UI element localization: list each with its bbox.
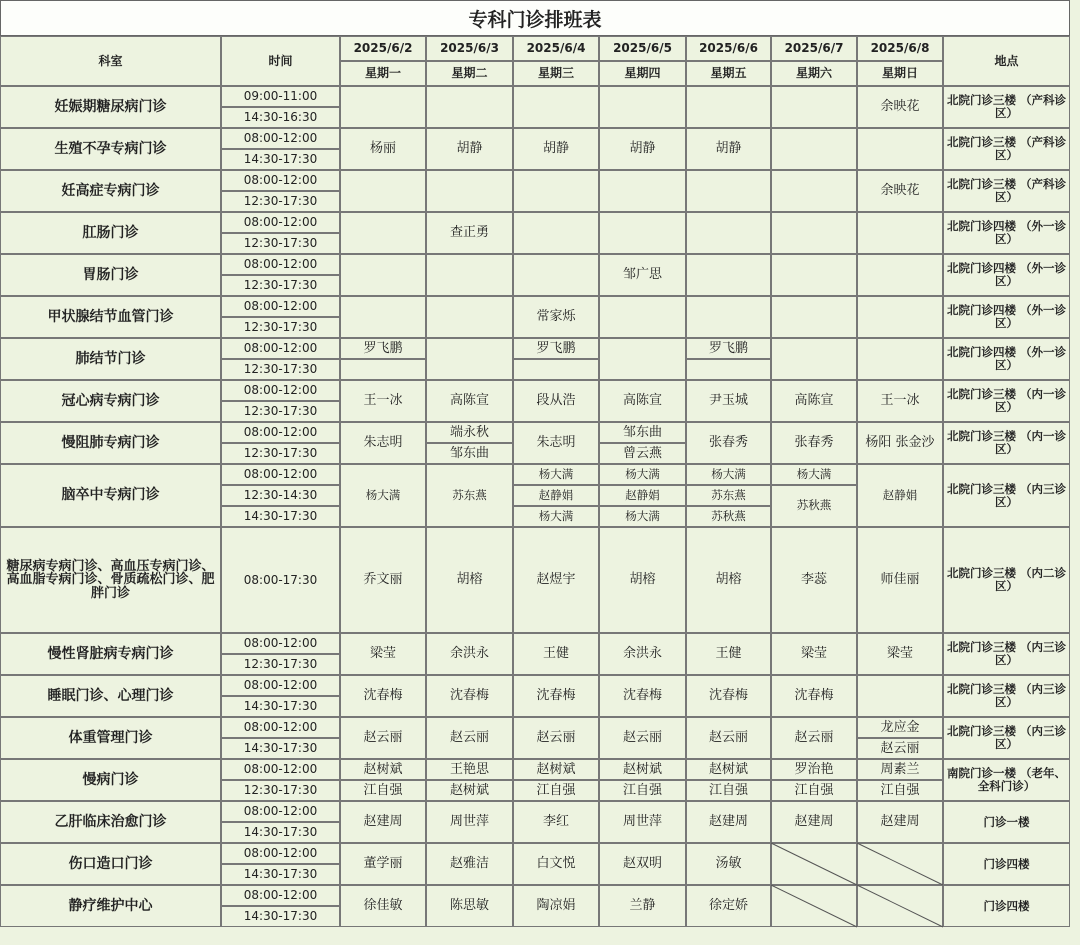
doctor-cell — [771, 843, 857, 885]
time-slot: 14:30-17:30 — [221, 506, 340, 527]
doctor-cell: 赵双明 — [599, 843, 686, 885]
doctor-cell — [340, 254, 426, 296]
header-weekday: 星期六 — [771, 61, 857, 86]
doctor-cell: 沈春梅 — [599, 675, 686, 717]
doctor-cell — [771, 885, 857, 927]
doctor-cell: 余映花 — [857, 86, 943, 128]
location-cell: 门诊四楼 — [943, 843, 1070, 885]
doctor-cell: 尹玉城 — [686, 380, 771, 422]
doctor-cell — [771, 212, 857, 254]
doctor-cell — [340, 212, 426, 254]
doctor-cell: 江自强 — [340, 780, 426, 801]
doctor-cell: 梁莹 — [771, 633, 857, 675]
doctor-cell — [857, 128, 943, 170]
doctor-cell: 高陈宣 — [771, 380, 857, 422]
doctor-cell: 张春秀 — [686, 422, 771, 464]
doctor-cell — [686, 170, 771, 212]
time-slot: 08:00-12:00 — [221, 296, 340, 317]
header-date: 2025/6/3 — [426, 36, 513, 61]
dept-name: 脑卒中专病门诊 — [0, 464, 221, 527]
doctor-cell: 邹广思 — [599, 254, 686, 296]
time-slot: 09:00-11:00 — [221, 86, 340, 107]
doctor-cell: 胡静 — [686, 128, 771, 170]
location-cell: 北院门诊四楼 （外一诊区） — [943, 212, 1070, 254]
doctor-cell — [771, 128, 857, 170]
doctor-cell: 汤敏 — [686, 843, 771, 885]
doctor-cell: 王健 — [686, 633, 771, 675]
header-time: 时间 — [221, 36, 340, 86]
dept-name: 慢性肾脏病专病门诊 — [0, 633, 221, 675]
doctor-cell: 赵树斌 — [426, 780, 513, 801]
time-slot: 08:00-12:00 — [221, 464, 340, 485]
doctor-cell — [771, 170, 857, 212]
doctor-cell: 陶凉娟 — [513, 885, 599, 927]
time-slot: 08:00-12:00 — [221, 128, 340, 149]
header-dept: 科室 — [0, 36, 221, 86]
location-cell: 北院门诊三楼 （内三诊区） — [943, 464, 1070, 527]
dept-name: 生殖不孕专病门诊 — [0, 128, 221, 170]
doctor-cell: 杨大满 — [771, 464, 857, 485]
time-slot: 08:00-12:00 — [221, 380, 340, 401]
doctor-cell: 董学丽 — [340, 843, 426, 885]
doctor-cell: 邹东曲 — [426, 443, 513, 464]
doctor-cell — [857, 254, 943, 296]
time-slot: 12:30-17:30 — [221, 654, 340, 675]
doctor-cell — [513, 86, 599, 128]
doctor-cell — [857, 885, 943, 927]
doctor-cell — [513, 359, 599, 380]
time-slot: 12:30-17:30 — [221, 401, 340, 422]
doctor-cell: 苏东燕 — [686, 485, 771, 506]
dept-name: 体重管理门诊 — [0, 717, 221, 759]
doctor-cell: 江自强 — [771, 780, 857, 801]
time-slot: 08:00-12:00 — [221, 801, 340, 822]
time-slot: 14:30-16:30 — [221, 107, 340, 128]
time-slot: 08:00-12:00 — [221, 422, 340, 443]
doctor-cell — [771, 86, 857, 128]
doctor-cell — [686, 296, 771, 338]
doctor-cell — [426, 338, 513, 380]
doctor-cell: 胡榕 — [686, 527, 771, 633]
doctor-cell — [686, 212, 771, 254]
location-cell: 北院门诊三楼 （内三诊区） — [943, 717, 1070, 759]
time-slot: 14:30-17:30 — [221, 696, 340, 717]
location-cell: 北院门诊三楼 （内二诊区） — [943, 527, 1070, 633]
dept-name: 妊高症专病门诊 — [0, 170, 221, 212]
location-cell: 北院门诊四楼 （外一诊区） — [943, 296, 1070, 338]
time-slot: 08:00-12:00 — [221, 170, 340, 191]
time-slot: 08:00-12:00 — [221, 338, 340, 359]
doctor-cell: 沈春梅 — [686, 675, 771, 717]
doctor-cell: 赵云丽 — [599, 717, 686, 759]
time-slot: 12:30-17:30 — [221, 780, 340, 801]
doctor-cell: 赵建周 — [771, 801, 857, 843]
doctor-cell: 赵云丽 — [686, 717, 771, 759]
doctor-cell — [599, 338, 686, 380]
doctor-cell — [771, 338, 857, 380]
doctor-cell: 王一冰 — [857, 380, 943, 422]
dept-name: 肺结节门诊 — [0, 338, 221, 380]
doctor-cell: 李红 — [513, 801, 599, 843]
time-slot: 08:00-12:00 — [221, 717, 340, 738]
location-cell: 北院门诊四楼 （外一诊区） — [943, 254, 1070, 296]
doctor-cell: 胡静 — [599, 128, 686, 170]
doctor-cell — [599, 212, 686, 254]
doctor-cell — [857, 843, 943, 885]
doctor-cell: 朱志明 — [340, 422, 426, 464]
doctor-cell — [426, 296, 513, 338]
doctor-cell — [426, 170, 513, 212]
doctor-cell: 胡榕 — [426, 527, 513, 633]
doctor-cell: 陈思敏 — [426, 885, 513, 927]
doctor-cell — [340, 86, 426, 128]
doctor-cell: 沈春梅 — [426, 675, 513, 717]
dept-name: 睡眠门诊、心理门诊 — [0, 675, 221, 717]
doctor-cell: 赵云丽 — [340, 717, 426, 759]
header-weekday: 星期四 — [599, 61, 686, 86]
doctor-cell: 赵静娟 — [857, 464, 943, 527]
doctor-cell: 赵建周 — [686, 801, 771, 843]
doctor-cell: 江自强 — [599, 780, 686, 801]
time-slot: 08:00-12:00 — [221, 212, 340, 233]
doctor-cell — [599, 170, 686, 212]
header-date: 2025/6/5 — [599, 36, 686, 61]
dept-name: 静疗维护中心 — [0, 885, 221, 927]
header-date: 2025/6/2 — [340, 36, 426, 61]
time-slot: 08:00-12:00 — [221, 254, 340, 275]
doctor-cell: 赵树斌 — [686, 759, 771, 780]
dept-name: 伤口造口门诊 — [0, 843, 221, 885]
doctor-cell: 赵树斌 — [340, 759, 426, 780]
header-weekday: 星期五 — [686, 61, 771, 86]
doctor-cell: 常家烁 — [513, 296, 599, 338]
doctor-cell: 赵云丽 — [426, 717, 513, 759]
page-title: 专科门诊排班表 — [0, 0, 1070, 36]
time-slot: 08:00-12:00 — [221, 759, 340, 780]
doctor-cell: 王健 — [513, 633, 599, 675]
doctor-cell: 李蕊 — [771, 527, 857, 633]
doctor-cell: 胡静 — [513, 128, 599, 170]
time-slot: 12:30-17:30 — [221, 317, 340, 338]
header-weekday: 星期一 — [340, 61, 426, 86]
doctor-cell: 周素兰 — [857, 759, 943, 780]
doctor-cell: 杨阳 张金沙 — [857, 422, 943, 464]
doctor-cell: 赵煜宇 — [513, 527, 599, 633]
dept-name: 冠心病专病门诊 — [0, 380, 221, 422]
doctor-cell: 苏东燕 — [426, 464, 513, 527]
doctor-cell: 梁莹 — [857, 633, 943, 675]
doctor-cell: 邹东曲 — [599, 422, 686, 443]
location-cell: 北院门诊三楼 （产科诊区） — [943, 86, 1070, 128]
location-cell: 南院门诊一楼 （老年、全科门诊） — [943, 759, 1070, 801]
header-date: 2025/6/7 — [771, 36, 857, 61]
doctor-cell: 朱志明 — [513, 422, 599, 464]
time-slot: 14:30-17:30 — [221, 864, 340, 885]
doctor-cell: 杨丽 — [340, 128, 426, 170]
doctor-cell: 赵树斌 — [513, 759, 599, 780]
doctor-cell: 赵建周 — [857, 801, 943, 843]
doctor-cell: 罗治艳 — [771, 759, 857, 780]
time-slot: 12:30-17:30 — [221, 443, 340, 464]
doctor-cell: 梁莹 — [340, 633, 426, 675]
doctor-cell — [857, 338, 943, 380]
doctor-cell: 徐佳敏 — [340, 885, 426, 927]
time-slot: 12:30-14:30 — [221, 485, 340, 506]
doctor-cell — [599, 86, 686, 128]
location-cell: 北院门诊三楼 （内三诊区） — [943, 675, 1070, 717]
doctor-cell: 白文悦 — [513, 843, 599, 885]
doctor-cell: 杨大满 — [513, 506, 599, 527]
location-cell: 门诊四楼 — [943, 885, 1070, 927]
location-cell: 北院门诊三楼 （产科诊区） — [943, 128, 1070, 170]
doctor-cell: 罗飞鹏 — [686, 338, 771, 359]
doctor-cell — [513, 212, 599, 254]
doctor-cell — [513, 254, 599, 296]
doctor-cell: 周世萍 — [599, 801, 686, 843]
doctor-cell: 王一冰 — [340, 380, 426, 422]
doctor-cell: 赵静娟 — [513, 485, 599, 506]
time-slot: 14:30-17:30 — [221, 822, 340, 843]
doctor-cell: 查正勇 — [426, 212, 513, 254]
doctor-cell: 胡静 — [426, 128, 513, 170]
time-slot: 08:00-12:00 — [221, 675, 340, 696]
location-cell: 北院门诊三楼 （内三诊区） — [943, 633, 1070, 675]
doctor-cell: 曾云燕 — [599, 443, 686, 464]
doctor-cell — [857, 296, 943, 338]
doctor-cell: 赵云丽 — [513, 717, 599, 759]
doctor-cell: 赵雅洁 — [426, 843, 513, 885]
doctor-cell: 苏秋燕 — [771, 485, 857, 527]
doctor-cell: 赵云丽 — [771, 717, 857, 759]
dept-name: 肛肠门诊 — [0, 212, 221, 254]
header-location: 地点 — [943, 36, 1070, 86]
doctor-cell: 高陈宣 — [599, 380, 686, 422]
time-slot: 12:30-17:30 — [221, 275, 340, 296]
doctor-cell — [513, 170, 599, 212]
header-date: 2025/6/4 — [513, 36, 599, 61]
doctor-cell: 乔文丽 — [340, 527, 426, 633]
doctor-cell — [857, 212, 943, 254]
doctor-cell: 段从浩 — [513, 380, 599, 422]
doctor-cell: 杨大满 — [599, 464, 686, 485]
time-slot: 08:00-12:00 — [221, 633, 340, 654]
doctor-cell: 杨大满 — [599, 506, 686, 527]
dept-name: 慢阻肺专病门诊 — [0, 422, 221, 464]
doctor-cell: 杨大满 — [513, 464, 599, 485]
time-slot: 08:00-17:30 — [221, 527, 340, 633]
header-date: 2025/6/6 — [686, 36, 771, 61]
location-cell: 门诊一楼 — [943, 801, 1070, 843]
doctor-cell — [686, 254, 771, 296]
doctor-cell: 沈春梅 — [513, 675, 599, 717]
doctor-cell — [771, 254, 857, 296]
time-slot: 08:00-12:00 — [221, 843, 340, 864]
time-slot: 14:30-17:30 — [221, 738, 340, 759]
doctor-cell: 王艳思 — [426, 759, 513, 780]
doctor-cell — [340, 296, 426, 338]
doctor-cell: 杨大满 — [340, 464, 426, 527]
dept-name: 慢病门诊 — [0, 759, 221, 801]
time-slot: 14:30-17:30 — [221, 906, 340, 927]
doctor-cell — [340, 359, 426, 380]
doctor-cell: 罗飞鹏 — [513, 338, 599, 359]
dept-name: 妊娠期糖尿病门诊 — [0, 86, 221, 128]
time-slot: 08:00-12:00 — [221, 885, 340, 906]
doctor-cell: 余洪永 — [599, 633, 686, 675]
header-weekday: 星期日 — [857, 61, 943, 86]
doctor-cell: 杨大满 — [686, 464, 771, 485]
doctor-cell — [426, 254, 513, 296]
doctor-cell: 张春秀 — [771, 422, 857, 464]
dept-name: 乙肝临床治愈门诊 — [0, 801, 221, 843]
doctor-cell: 苏秋燕 — [686, 506, 771, 527]
doctor-cell: 江自强 — [513, 780, 599, 801]
doctor-cell: 高陈宣 — [426, 380, 513, 422]
dept-name: 甲状腺结节血管门诊 — [0, 296, 221, 338]
location-cell: 北院门诊三楼 （内一诊区） — [943, 380, 1070, 422]
doctor-cell: 兰静 — [599, 885, 686, 927]
dept-name: 胃肠门诊 — [0, 254, 221, 296]
doctor-cell: 胡榕 — [599, 527, 686, 633]
doctor-cell — [426, 86, 513, 128]
doctor-cell: 罗飞鹏 — [340, 338, 426, 359]
doctor-cell: 江自强 — [686, 780, 771, 801]
doctor-cell — [599, 296, 686, 338]
location-cell: 北院门诊三楼 （内一诊区） — [943, 422, 1070, 464]
time-slot: 14:30-17:30 — [221, 149, 340, 170]
header-weekday: 星期三 — [513, 61, 599, 86]
location-cell: 北院门诊四楼 （外一诊区） — [943, 338, 1070, 380]
doctor-cell: 余映花 — [857, 170, 943, 212]
doctor-cell — [857, 675, 943, 717]
time-slot: 12:30-17:30 — [221, 359, 340, 380]
doctor-cell: 周世萍 — [426, 801, 513, 843]
doctor-cell: 沈春梅 — [340, 675, 426, 717]
doctor-cell — [686, 359, 771, 380]
doctor-cell: 龙应金 — [857, 717, 943, 738]
doctor-cell — [771, 296, 857, 338]
time-slot: 12:30-17:30 — [221, 191, 340, 212]
doctor-cell: 赵云丽 — [857, 738, 943, 759]
doctor-cell: 赵建周 — [340, 801, 426, 843]
time-slot: 12:30-17:30 — [221, 233, 340, 254]
doctor-cell: 赵静娟 — [599, 485, 686, 506]
doctor-cell — [686, 86, 771, 128]
doctor-cell — [340, 170, 426, 212]
doctor-cell: 端永秋 — [426, 422, 513, 443]
doctor-cell: 余洪永 — [426, 633, 513, 675]
location-cell: 北院门诊三楼 （产科诊区） — [943, 170, 1070, 212]
dept-name: 糖尿病专病门诊、高血压专病门诊、高血脂专病门诊、骨质疏松门诊、肥胖门诊 — [0, 527, 221, 633]
doctor-cell: 沈春梅 — [771, 675, 857, 717]
header-date: 2025/6/8 — [857, 36, 943, 61]
doctor-cell: 师佳丽 — [857, 527, 943, 633]
doctor-cell: 江自强 — [857, 780, 943, 801]
doctor-cell: 徐定娇 — [686, 885, 771, 927]
header-weekday: 星期二 — [426, 61, 513, 86]
doctor-cell: 赵树斌 — [599, 759, 686, 780]
